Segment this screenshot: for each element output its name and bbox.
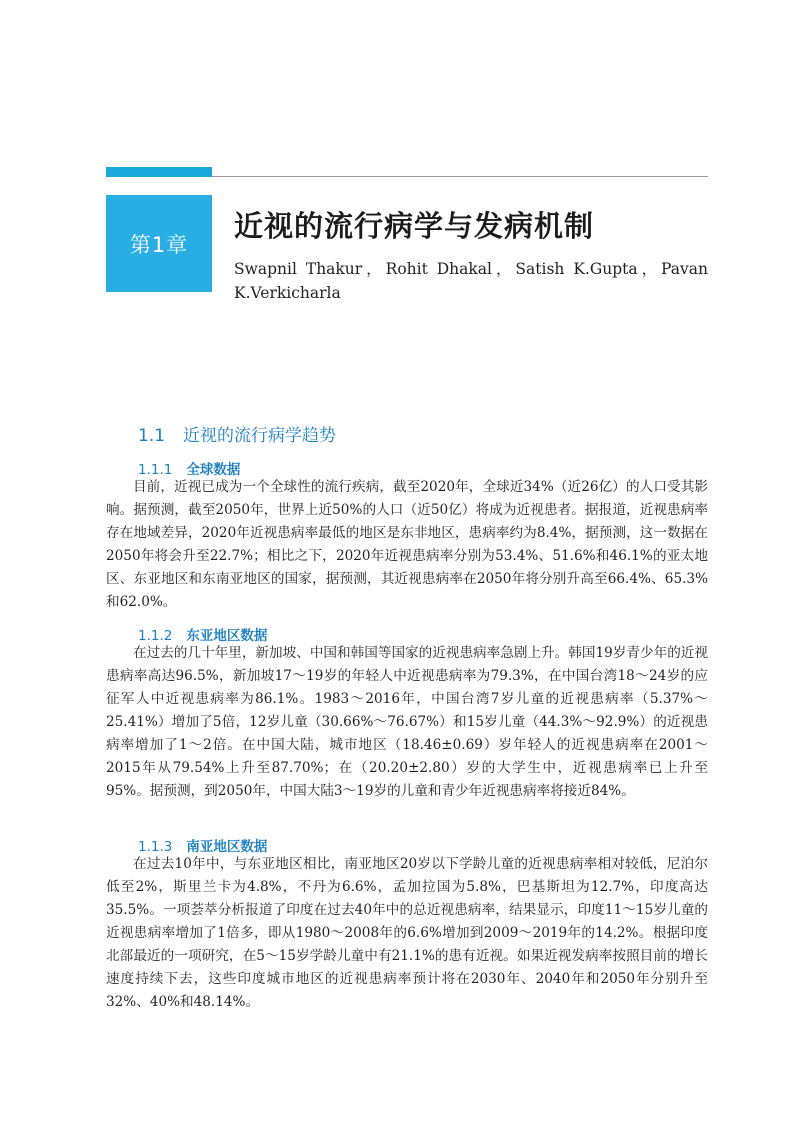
section-heading (138, 421, 336, 446)
paragraph-east-asia-data: 在过去的几十年里，新加坡、中国和韩国等国家的近视患病率急剧上升。韩国19岁青少年的近视患病率高达96.5%，新加坡17～19岁的年轻人中近视患病率为79.3%，在中国台湾18～24岁的应征军人中近视患病率为86.1%。1983～2016年，中国台湾7岁儿童的近视患病率（5.37%～25.41%）增加了5倍，12岁儿童（30.66%～76.67%）和15岁儿童（44.3%～92.9%）的近视患病率增加了1～2倍。在中国大陆，城市地区（18.46±0.69）岁年轻人的近视患病率在2001～2015年从79.54%上升至87.70%；在（20.20±2.80）岁的大学生中，近视患病率已上升至95%。据预测，到2050年，中国大陆3～19岁的儿童和青少年近视患病率将接近84%。 (106, 645, 708, 799)
subsection-heading-global (138, 458, 240, 478)
chapter-label: 第1章 (129, 232, 189, 257)
subsection-title: 南亚地区数据 (186, 839, 268, 855)
subsection-heading-south-asia (138, 835, 267, 855)
chapter-header-rule (212, 176, 708, 177)
paragraph-south-asia-data: 在过去10年中，与东亚地区相比，南亚地区20岁以下学龄儿童的近视患病率相对较低，尼泊尔低至2%，斯里兰卡为4.8%，不丹为6.6%，孟加拉国为5.8%，巴基斯坦为12.7%，印度高达35.5%。一项荟萃分析报道了印度在过去40年中的总近视患病率，结果显示，印度11～15岁儿童的近视患病率增加了1倍多，即从1980～2008年的6.6%增加到2009～2019年的14.2%。根据印度北部最近的一项研究，在5～15岁学龄儿童中有21.1%的患有近视。如果近视发病率按照目前的增长速度持续下去，这些印度城市地区的近视患病率预计将在2030年、2040年和2050年分别升至32%、40%和48.14%。 (106, 856, 708, 1010)
chapter-authors: Swapnil Thakur，Rohit Dhakal，Satish K.Gupta，Pavan K.Verkicharla (234, 260, 708, 302)
subsection-number: 1.1.2 (138, 628, 173, 644)
chapter-accent-bar (106, 167, 212, 177)
subsection-title: 东亚地区数据 (186, 628, 268, 644)
subsection-title: 全球数据 (186, 462, 241, 478)
section-number: 1.1 (138, 426, 166, 446)
section-title: 近视的流行病学趋势 (183, 426, 337, 446)
chapter-title: 近视的流行病学与发病机制 (234, 209, 595, 243)
paragraph-global-data: 目前，近视已成为一个全球性的流行疾病，截至2020年，全球近34%（近26亿）的人口受其影响。据预测，截至2050年，世界上近50%的人口（近50亿）将成为近视患者。据报道，近视患病率存在地域差异，2020年近视患病率最低的地区是东非地区，患病率约为8.4%，据预测，这一数据在2050年将会升至22.7%；相比之下，2020年近视患病率分别为53.4%、51.6%和46.1%的亚太地区、东亚地区和东南亚地区的国家，据预测，其近视患病率在2050年将分别升高至66.4%、65.3%和62.0%。 (106, 479, 708, 610)
subsection-heading-east-asia (138, 624, 267, 644)
chapter-number-box (106, 195, 212, 292)
subsection-number: 1.1.1 (138, 462, 173, 478)
subsection-number: 1.1.3 (138, 839, 173, 855)
